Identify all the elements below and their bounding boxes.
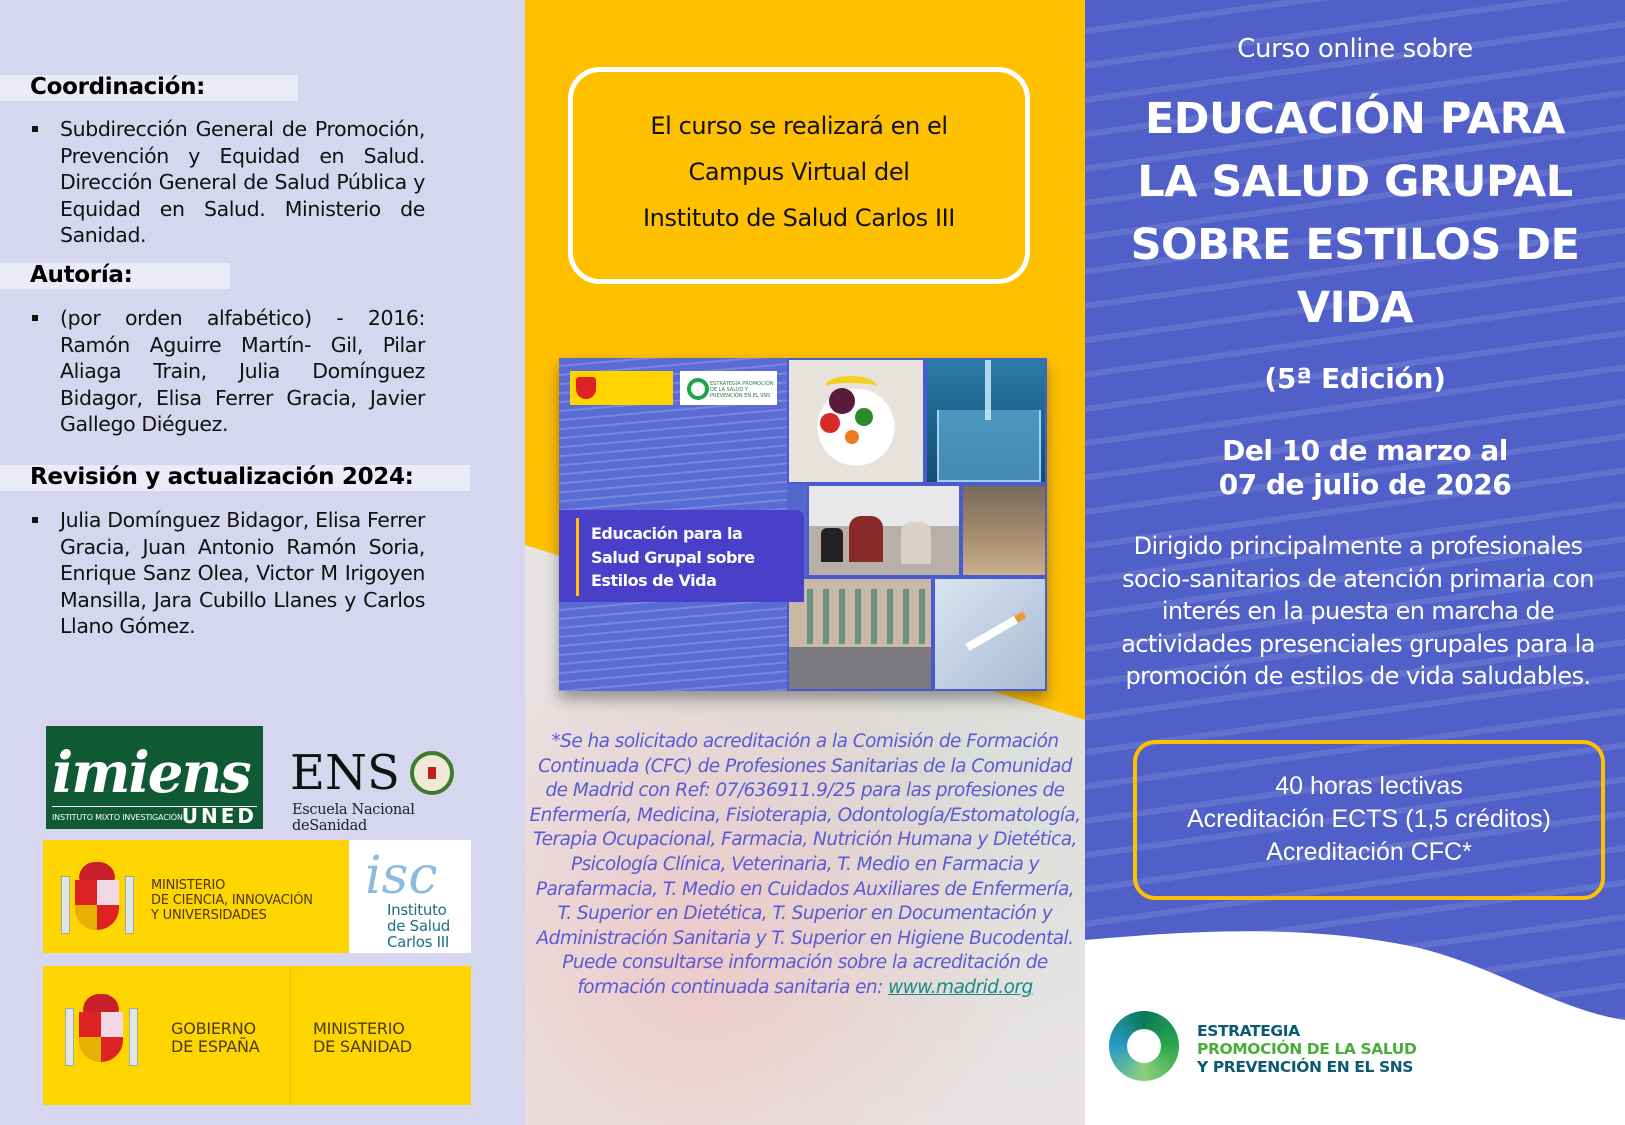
estrategia-line: Y PREVENCIÓN EN EL SNS: [1197, 1058, 1414, 1076]
imiens-subtitle: INSTITUTO MIXTO INVESTIGACIÓN: [52, 813, 183, 822]
description-line: Dirigido principalmente a profesionales: [1133, 532, 1583, 560]
title-line: SOBRE ESTILOS DE: [1130, 220, 1580, 270]
divider: [290, 966, 291, 1105]
photo-water-glass: [925, 358, 1047, 484]
description-line: socio-sanitarios de atención primaria con: [1122, 564, 1594, 593]
left-panel: [0, 0, 525, 1125]
description-line: promoción de estilos de vida saludables.: [1125, 662, 1591, 690]
cover-title-line: Estilos de Vida: [591, 571, 717, 590]
imiens-uned-logo: [46, 726, 263, 829]
revision-item: Julia Domínguez Bidagor, Elisa Ferrer Gracia, Juan Antonio Ramón Soria, Enrique Sanz Olea, Victor M Irigoyen Mansilla, Jara Cubillo Llanes y Carlos Llano Gómez.: [60, 508, 425, 638]
mcin-line: Y UNIVERSIDADES: [151, 908, 267, 923]
cover-title-line: Salud Grupal sobre: [591, 547, 755, 567]
autoria-item: (por orden alfabético) - 2016: Ramón Aguirre Martín- Gil, Pilar Aliaga Train, Julia Domínguez Bidagor, Elisa Ferrer Gracia, Javier Gallego Diéguez.: [60, 306, 425, 436]
isciii-line: de Salud: [387, 917, 451, 935]
autoria-list: [30, 305, 425, 438]
photo-group-session: [807, 484, 961, 577]
madrid-org-link[interactable]: www.madrid.org: [888, 976, 1033, 998]
title-line: VIDA: [1296, 283, 1414, 333]
gobierno-text: [171, 1020, 259, 1056]
cover-title-box: [559, 510, 804, 602]
course-subtitle: Curso online sobre: [1237, 34, 1473, 64]
bullet-square-icon: [32, 315, 38, 321]
mcin-line: MINISTERIO: [151, 878, 226, 893]
dates-line: Del 10 de marzo al: [1222, 434, 1508, 467]
hours-accreditation-box: [1133, 740, 1605, 900]
photo-playground: [787, 577, 933, 691]
revision-list: [30, 507, 425, 640]
section-heading-revision: [0, 465, 470, 491]
cover-title-line: Educación para la: [591, 524, 743, 543]
gobierno-mini-logo: [570, 371, 673, 405]
cfc-label: Acreditación CFC*: [1266, 838, 1472, 866]
course-title: [1085, 88, 1625, 340]
imiens-wordmark: imiens: [52, 740, 250, 806]
photo-broken-cigarette: [933, 577, 1047, 691]
bullet-square-icon: [32, 517, 38, 523]
bullet-square-icon: [32, 126, 38, 132]
swirl-icon: [1109, 1011, 1179, 1081]
heading-text: Revisión y actualización 2024:: [30, 464, 414, 490]
description-line: interés en la puesta en marcha de: [1161, 597, 1555, 625]
right-panel: [1085, 0, 1625, 1125]
cfc-note-text: *Se ha solicitado acreditación a la Comisión de Formación Continuada (CFC) de Profesiones Sanitarias de la Comunidad de Madrid con Ref: 07/636911.9/25 para las profesiones de Enfermería, Medicina, Fisioterapia, Odontología/Estomatología, Terapia Ocupacional, Farmacia, Nutrición Humana y Dietética, Psicología Clínica, Veterinaria, T. Medio en Farmacia y Parafarmacia, T. Medio en Cuidados Auxiliares de Enfermería, T. Superior en Dietética, T. Superior en Documentación y Administración Sanitaria y T. Superior en Higiene Bucodental. Puede consultarse información sobre la acreditación de formación continuada sanitaria en:: [529, 731, 1081, 998]
photo-fruit-plate: [787, 358, 925, 484]
section-heading-coordinacion: [0, 75, 298, 101]
coordinacion-item: Subdirección General de Promoción, Prevención y Equidad en Salud. Dirección General de Salud Pública y Equidad en Salud. Ministerio de Sanidad.: [60, 117, 425, 247]
gobierno-line: GOBIERNO: [171, 1019, 256, 1038]
course-cover-image: [559, 358, 1047, 691]
hours-label: 40 horas lectivas: [1275, 772, 1463, 800]
cfc-accreditation-note: [527, 730, 1083, 1001]
campus-line-1: El curso se realizará en el: [650, 112, 948, 140]
edition-label: (5ª Edición): [1264, 362, 1446, 395]
heading-text: Autoría:: [30, 262, 133, 288]
heading-text: Coordinación:: [30, 74, 206, 100]
title-line: EDUCACIÓN PARA: [1144, 94, 1566, 144]
gobierno-sanidad-logo: [43, 966, 471, 1105]
mcin-line: DE CIENCIA, INNOVACIÓN: [151, 893, 313, 908]
coordinacion-list: [30, 116, 425, 249]
uned-wordmark: UNED: [181, 804, 257, 828]
campus-line-3: Instituto de Salud Carlos III: [643, 204, 955, 232]
accent-bar: [576, 518, 579, 596]
sanidad-line: DE SANIDAD: [313, 1037, 412, 1056]
ministerio-ciencia-logo: [43, 840, 471, 953]
estrategia-line: PROMOCIÓN DE LA SALUD: [1197, 1040, 1417, 1058]
estrategia-promocion-logo: [1107, 1005, 1437, 1095]
isciii-line: Instituto: [387, 901, 447, 919]
ens-wordmark: ENS: [290, 745, 400, 801]
section-heading-autoria: [0, 263, 230, 289]
middle-panel: [525, 0, 1085, 1125]
description-line: actividades presenciales grupales para la: [1121, 629, 1595, 658]
campus-virtual-box: [568, 67, 1030, 284]
isciii-mark-icon: isc: [365, 846, 438, 906]
photo-walking: [961, 484, 1047, 577]
isciii-logo: [349, 840, 471, 953]
ens-emblem-icon: [410, 751, 454, 795]
sanidad-text: [313, 1020, 412, 1056]
isciii-line: Carlos III: [387, 933, 450, 951]
estrategia-line: ESTRATEGIA: [1197, 1022, 1300, 1040]
target-audience-description: [1088, 530, 1625, 693]
gobierno-line: DE ESPAÑA: [171, 1037, 260, 1056]
ects-label: Acreditación ECTS (1,5 créditos): [1186, 805, 1552, 833]
cover-title: [591, 522, 755, 593]
ens-logo: [290, 745, 485, 834]
mini-logo-text: ESTRATEGIA PROMOCIÓN DE LA SALUD Y PREVENCIÓN EN EL SNS: [710, 381, 774, 399]
estrategia-mini-logo: [680, 371, 777, 405]
dates-line: 07 de julio de 2026: [1218, 468, 1512, 501]
course-dates: [1095, 434, 1625, 502]
sanidad-line: MINISTERIO: [313, 1019, 405, 1038]
title-line: LA SALUD GRUPAL: [1137, 157, 1573, 207]
campus-line-2: Campus Virtual del: [688, 158, 910, 186]
mcin-text: [151, 878, 313, 923]
ens-subtitle: Escuela Nacional deSanidad: [292, 802, 415, 834]
isciii-name: [387, 902, 450, 950]
